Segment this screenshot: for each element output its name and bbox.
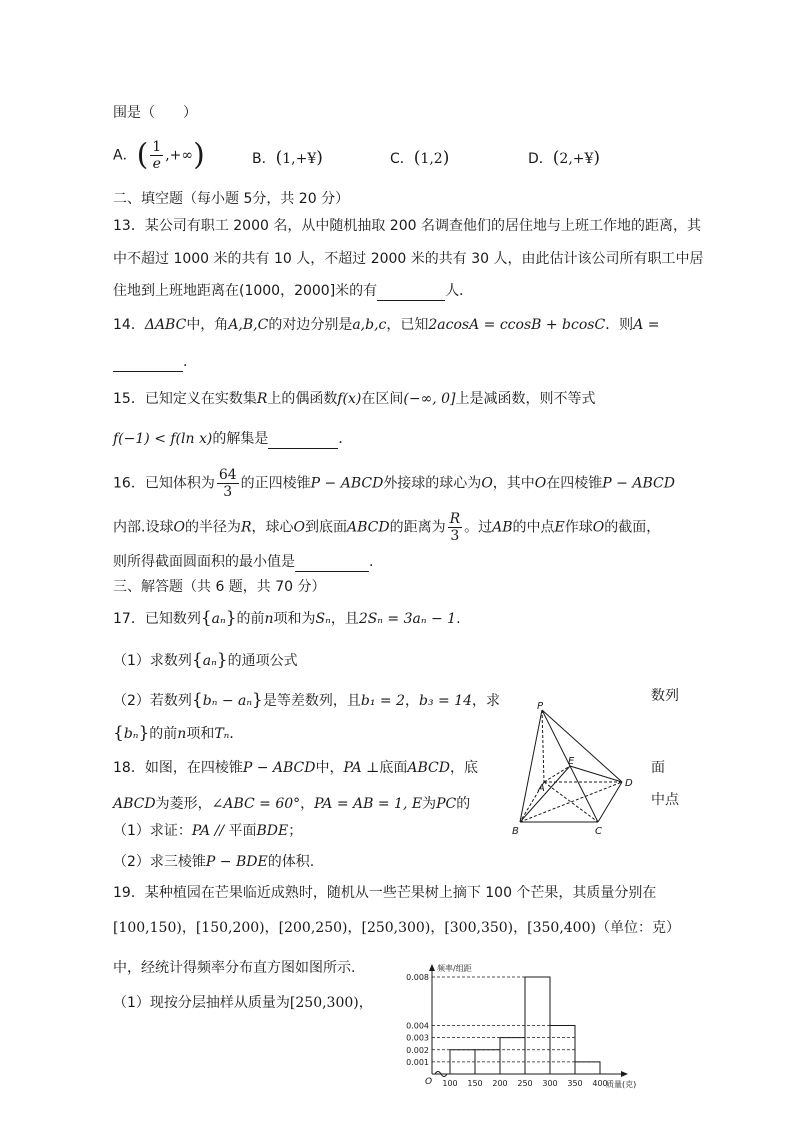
edge-PD [542, 710, 622, 782]
hist-x-tick-label: 300 [542, 1079, 558, 1088]
q17-part2-line2: {bₙ}的前n项和Tₙ． [113, 723, 244, 743]
q18-line2: ABCD为菱形，∠ABC = 60°，PA = AB = 1, E为PC的 [113, 796, 471, 812]
edge-BD [520, 782, 622, 822]
q13-answer-blank[interactable] [377, 284, 445, 301]
q17-line1: 17．已知数列{aₙ}的前n项和为Sₙ，且2Sₙ = 3aₙ − 1. [113, 608, 461, 628]
q14-line1: 14．ΔABC中，角A,B,C的对边分别是a,b,c，已知2acosA = ccosB + bcosC．则A = [113, 317, 660, 333]
q19-line2: [100,150)，[150,200)，[200,250)，[250,300)，[300,350)，[350,400)（单位：克） [113, 920, 680, 936]
hist-y-arrow [429, 964, 435, 971]
fig-label-E: E [568, 756, 575, 767]
q19-histogram [395, 962, 665, 1092]
q18-part1: （1）求证：PA // 平面BDE； [113, 823, 303, 839]
q13-line2: 中不超过 1000 米的共有 10 人，不超过 2000 米的共有 30 人，由此估计该公司所有职工中居 [113, 251, 704, 267]
hist-x-tick-label: 350 [567, 1079, 583, 1088]
section2-heading: 二、填空题（每小题 5分，共 20 分） [113, 191, 350, 207]
hist-x-tick-label: 150 [467, 1079, 483, 1088]
edge-AE [544, 766, 570, 782]
q17-part2-line1: （2）若数列{bₙ − aₙ}是等差数列，且b₁ = 2，b₃ = 14，求 [113, 690, 501, 710]
q17-part1: （1）求数列{aₙ}的通项公式 [113, 650, 298, 670]
q12-choice-c: C．(1,2) [390, 148, 450, 168]
q12-choice-b: B．(1,+¥) [252, 148, 323, 168]
q13-line3: 住地到上班地距离在(1000，2000]米的有 人． [113, 283, 474, 299]
hist-y-tick-label: 0.003 [406, 1033, 429, 1043]
hist-bar [575, 1062, 600, 1074]
q17-part2-side: 数列 [651, 688, 679, 704]
hist-bar [500, 1038, 525, 1074]
q13-line1: 13．某公司有职工 2000 名，从中随机抽取 200 名调查他们的居住地与上班工作地的距离，其 [113, 218, 701, 234]
hist-y-tick-label: 0.002 [406, 1045, 429, 1055]
hist-x-tick-label: 250 [517, 1079, 533, 1088]
hist-xlabel: 质量(克) [606, 1080, 637, 1089]
hist-x-tick-label: 400 [592, 1079, 608, 1088]
q16-line1: 16．已知体积为 $\frac{64}{3}$ 的正四棱锥P − ABCD外接球的球心为O，其中O在四棱锥P − ABCD [113, 467, 675, 500]
q18-line1: 18．如图，在四棱锥P − ABCD中，PA ⊥底面ABCD，底 [113, 760, 478, 776]
hist-origin: O [425, 1077, 433, 1087]
hist-x-arrow [621, 1071, 628, 1077]
edge-BE [520, 766, 570, 822]
edge-AC [544, 782, 598, 822]
q19-line4: （1）现按分层抽样从质量为[250,300)， [113, 995, 373, 1011]
q12-choice-d: D．(2,+¥) [528, 148, 601, 168]
q16-line2: 内部.设球O的半径为R，球心O到底面ABCD的距离为 $\frac{R}{3}$ 。过AB的中点E作球O的截面， [113, 511, 661, 544]
edge-PB [520, 710, 542, 822]
fig-label-P: P [537, 701, 544, 712]
q19-line1: 19．某种植园在芒果临近成熟时，随机从一些芒果树上摘下 100 个芒果，其质量分别在 [113, 885, 657, 901]
q18-side-2: 中点 [651, 792, 679, 808]
q16-answer-blank[interactable] [295, 555, 369, 572]
hist-y-tick-label: 0.001 [406, 1057, 429, 1067]
q16-line3: 则所得截面圆面积的最小值是 . [113, 554, 374, 570]
edge-PA [542, 710, 544, 782]
fig-label-C: C [595, 826, 602, 837]
q18-pyramid-figure [500, 700, 650, 840]
q15-line1: 15．已知定义在实数集R上的偶函数f(x)在区间(−∞, 0]上是减函数，则不等式 [113, 391, 596, 407]
q14-answer-blank[interactable] [113, 355, 183, 372]
q14-line2: . [113, 352, 187, 372]
fig-label-D: D [625, 778, 633, 789]
q15-answer-blank[interactable] [268, 432, 338, 449]
q19-line3: 中，经统计得频率分布直方图如图所示. [113, 960, 356, 976]
q18-part2: （2）求三棱锥P − BDE的体积. [113, 854, 315, 870]
hist-x-tick-label: 200 [492, 1079, 508, 1088]
q18-side-1: 面 [651, 760, 665, 776]
fig-label-A: A [538, 783, 545, 794]
q15-line2: f(−1) < f(ln x)的解集是 ． [113, 431, 353, 447]
section3-heading: 三、解答题（共 6 题，共 70 分） [113, 579, 326, 595]
edge-ED [570, 766, 622, 782]
hist-x-tick-label: 100 [442, 1079, 458, 1088]
fig-label-B: B [512, 826, 519, 837]
q12-choice-a: A．( $\frac{1}{e}$ ,+∞) [113, 137, 205, 173]
hist-ylabel: 频率/组距 [437, 964, 472, 973]
edge-CD [598, 782, 622, 822]
q12-stem-tail: 围是（ ） [113, 105, 197, 121]
hist-y-tick-label: 0.004 [406, 1021, 429, 1031]
hist-y-tick-label: 0.008 [406, 973, 429, 982]
